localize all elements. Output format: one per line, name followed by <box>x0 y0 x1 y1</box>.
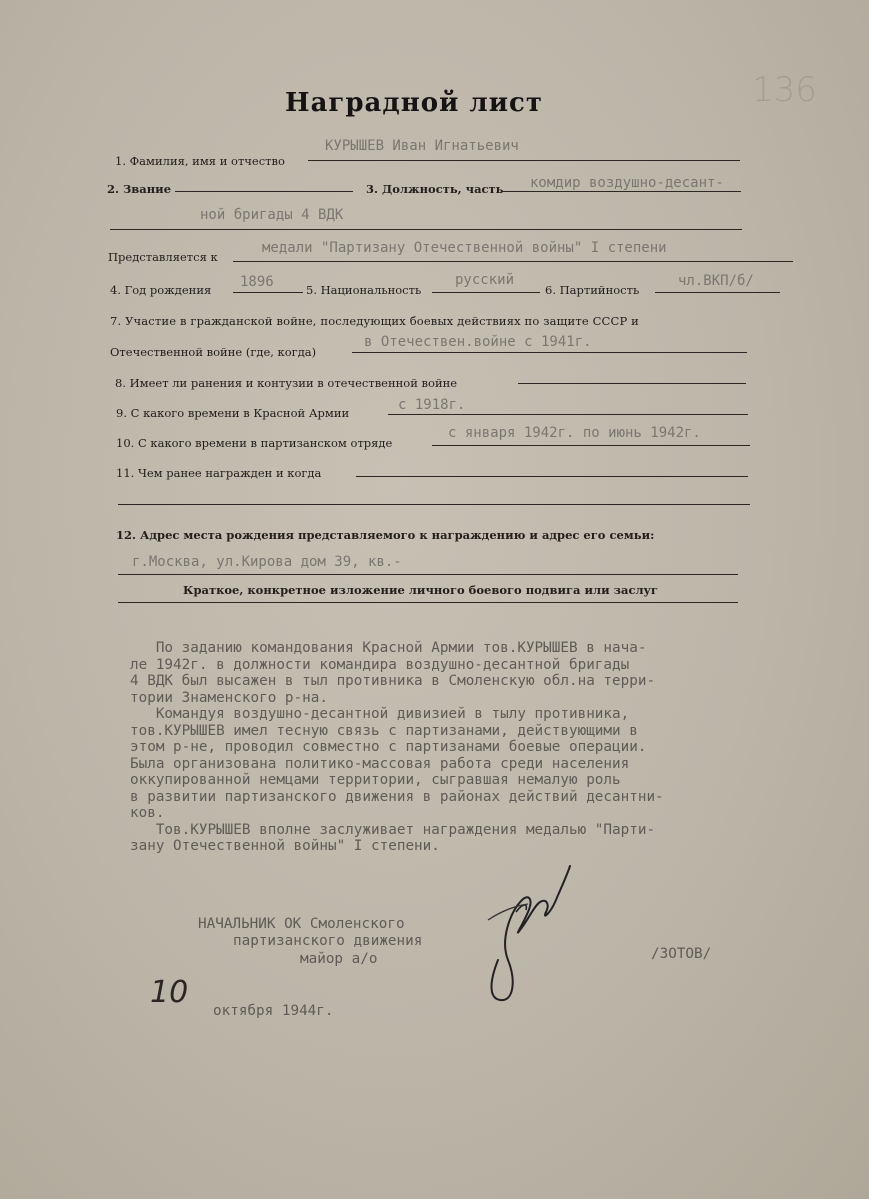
field-9-label: 9. С какого времени в Красной Армии <box>116 406 350 420</box>
citation-body <box>130 640 664 855</box>
field-3-line <box>503 191 741 192</box>
body-line: оккупированной немцами территории, сыгравшая немалую роль <box>130 772 621 788</box>
field-7-line <box>352 352 747 353</box>
field-12-value: г.Москва, ул.Кирова дом 39, кв.- <box>132 554 402 570</box>
signature-title-2: партизанского движения <box>233 933 423 949</box>
field-4-line <box>233 292 303 293</box>
field-6-line <box>655 292 780 293</box>
field-4-value: 1896 <box>240 274 274 290</box>
field-5-line <box>432 292 540 293</box>
body-line: зану Отечественной войны" I степени. <box>130 838 440 854</box>
summary-header-line <box>118 602 738 603</box>
represented-value: медали "Партизану Отечественной войны" I степени <box>262 240 667 256</box>
body-line: 4 ВДК был высажен в тыл противника в Смоленскую обл.на терри- <box>130 673 656 689</box>
body-line: Командуя воздушно-десантной дивизией в тылу противника, <box>130 706 630 722</box>
field-7-label-2: Отечественной войне (где, когда) <box>110 345 317 359</box>
field-9-value: с 1918г. <box>398 397 466 413</box>
field-12-label: 12. Адрес места рождения представляемого к награждению и адрес его семьи: <box>116 528 655 542</box>
field-1-line <box>308 160 740 161</box>
summary-header: Краткое, конкретное изложение личного боевого подвига или заслуг <box>183 583 658 597</box>
body-line: ле 1942г. в должности командира воздушно-десантной бригады <box>130 656 630 673</box>
represented-label: Представляется к <box>108 250 218 264</box>
field-3-value-1: комдир воздушно-десант- <box>530 175 724 191</box>
field-8-line <box>518 383 746 384</box>
signatory-name: /ЗОТОВ/ <box>651 946 712 962</box>
body-line: ков. <box>130 805 165 821</box>
handwritten-signature <box>470 860 580 1010</box>
signature-title-1: НАЧАЛЬНИК ОК Смоленского <box>198 916 405 932</box>
field-2-line <box>175 191 353 192</box>
field-11-line <box>356 476 748 477</box>
field-3-label: 3. Должность, часть <box>366 182 504 196</box>
body-line: в развитии партизанского движения в районах действий десантни- <box>130 788 664 805</box>
field-5-value: русский <box>455 272 515 288</box>
body-line: тов.КУРЫШЕВ имел тесную связь с партизанами, действующими в <box>130 722 638 739</box>
field-1-value: КУРЫШЕВ Иван Игнатьевич <box>325 138 519 154</box>
field-6-label: 6. Партийность <box>545 283 640 297</box>
field-3-value-2: ной бригады 4 ВДК <box>200 207 344 223</box>
body-line: этом р-не, проводил совместно с партизанами боевые операции. <box>130 739 647 755</box>
field-9-line <box>388 414 748 415</box>
field-10-line <box>432 445 750 446</box>
field-7-value: в Отечествен.войне с 1941г. <box>364 334 592 350</box>
field-1-label: 1. Фамилия, имя и отчество <box>115 154 285 168</box>
field-12-line <box>118 574 738 575</box>
signature-title-3: майор а/о <box>300 951 378 967</box>
field-8-label: 8. Имеет ли ранения и контузии в отечественной войне <box>115 376 458 390</box>
field-11-line-2 <box>118 504 750 505</box>
body-line: тории Знаменского р-на. <box>130 689 328 706</box>
body-line: По заданию командования Красной Армии тов.КУРЫШЕВ в нача- <box>130 640 647 656</box>
date-day: 10 <box>150 975 189 1010</box>
field-2-label: 2. Звание <box>107 182 172 196</box>
field-7-label-1: 7. Участие в гражданской войне, последующих боевых действиях по защите СССР и <box>110 314 639 328</box>
field-10-value: с января 1942г. по июнь 1942г. <box>448 425 701 441</box>
field-4-label: 4. Год рождения <box>110 283 212 297</box>
archive-number: 136 <box>752 70 817 110</box>
document-title: Наградной лист <box>285 88 543 118</box>
date-rest: октября 1944г. <box>213 1003 334 1019</box>
field-3-line-2 <box>110 229 742 230</box>
field-6-value: чл.ВКП/б/ <box>678 273 754 289</box>
field-10-label: 10. С какого времени в партизанском отряде <box>116 436 393 450</box>
body-line: Была организована политико-массовая работа среди населения <box>130 755 630 772</box>
field-5-label: 5. Национальность <box>306 283 422 297</box>
body-line: Тов.КУРЫШЕВ вполне заслуживает награждения медалью "Парти- <box>130 821 656 838</box>
represented-line <box>233 261 793 262</box>
field-11-label: 11. Чем ранее награжден и когда <box>116 466 322 480</box>
